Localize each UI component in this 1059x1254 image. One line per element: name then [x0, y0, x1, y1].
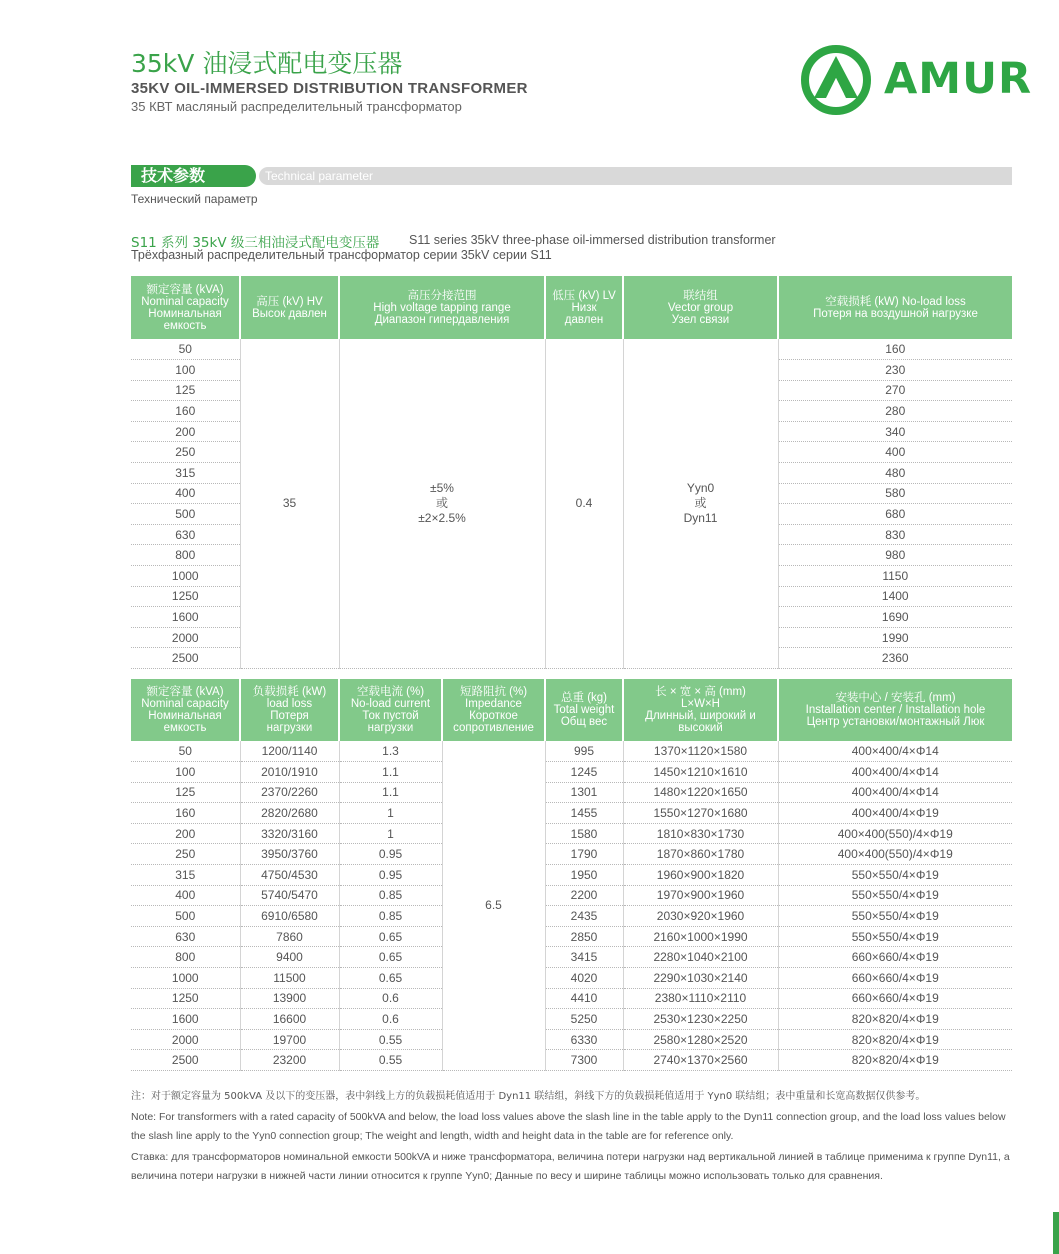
noload-current-cell: 0.95	[339, 865, 442, 886]
table-row	[131, 906, 1012, 927]
column-header	[623, 679, 778, 741]
capacity-cell: 250	[131, 442, 240, 463]
column-header-line: Nominal capacity	[141, 698, 229, 710]
load-loss-cell: 4750/4530	[240, 865, 339, 886]
column-header	[131, 276, 240, 339]
dimensions-cell: 1480×1220×1650	[623, 782, 778, 803]
capacity-cell: 200	[131, 421, 240, 442]
column-header-line: Центр установки/монтажный Люк	[806, 716, 985, 728]
table-row	[131, 1009, 1012, 1030]
installation-cell: 820×820/4×Φ19	[778, 1050, 1012, 1071]
table-row	[131, 885, 1012, 906]
load-loss-cell: 3950/3760	[240, 844, 339, 865]
noload-current-cell: 1.1	[339, 762, 442, 783]
capacity-cell: 315	[131, 865, 240, 886]
title-ru: 35 КВТ масляный распределительный трансформатор	[131, 99, 462, 114]
subtitle-ru: Трёхфазный распределительный трансформатор серии 35kV серии S11	[131, 248, 552, 262]
tapping-line: ±2×2.5%	[418, 511, 466, 525]
vector-group-line: 或	[694, 496, 707, 510]
column-header-line: 额定容量 (kVA)	[146, 686, 224, 698]
dimensions-cell: 1970×900×1960	[623, 885, 778, 906]
dimensions-cell: 2380×1110×2110	[623, 988, 778, 1009]
load-loss-cell: 23200	[240, 1050, 339, 1071]
table-row	[131, 844, 1012, 865]
noload-current-cell: 0.6	[339, 1009, 442, 1030]
noload-loss-cell: 230	[778, 360, 1012, 381]
noload-loss-cell: 2360	[778, 648, 1012, 669]
column-header-line: Длинный, широкий и	[645, 710, 756, 722]
weight-cell: 1245	[545, 762, 623, 783]
installation-cell: 660×660/4×Φ19	[778, 968, 1012, 989]
capacity-cell: 1600	[131, 607, 240, 628]
column-header-line: 长 × 宽 × 高 (mm)	[655, 686, 746, 698]
noload-loss-cell: 830	[778, 524, 1012, 545]
noload-current-cell: 0.85	[339, 885, 442, 906]
dimensions-cell: 2030×920×1960	[623, 906, 778, 927]
installation-cell: 400×400(550)/4×Φ19	[778, 844, 1012, 865]
column-header	[778, 276, 1012, 339]
installation-cell: 820×820/4×Φ19	[778, 1029, 1012, 1050]
dimensions-cell: 2580×1280×2520	[623, 1029, 778, 1050]
column-header-line: Узел связи	[671, 313, 730, 326]
noload-current-cell: 0.55	[339, 1029, 442, 1050]
noload-current-cell: 0.85	[339, 906, 442, 927]
dimensions-cell: 2280×1040×2100	[623, 947, 778, 968]
dimensions-cell: 1960×900×1820	[623, 865, 778, 886]
column-header-line: 负载损耗 (kW)	[252, 686, 327, 698]
weight-cell: 6330	[545, 1029, 623, 1050]
capacity-cell: 400	[131, 483, 240, 504]
amur-logo-icon	[800, 44, 872, 116]
installation-cell: 400×400/4×Φ19	[778, 803, 1012, 824]
column-header-line: 空载电流 (%)	[356, 686, 425, 698]
table-row	[131, 1050, 1012, 1071]
spec-table-2	[131, 679, 1012, 1071]
load-loss-cell: 2010/1910	[240, 762, 339, 783]
capacity-cell: 125	[131, 380, 240, 401]
capacity-cell: 160	[131, 401, 240, 422]
noload-loss-cell: 580	[778, 483, 1012, 504]
weight-cell: 1580	[545, 823, 623, 844]
weight-cell: 4410	[545, 988, 623, 1009]
section-label-en: Technical parameter	[259, 167, 1012, 185]
noload-current-cell: 0.65	[339, 968, 442, 989]
column-header-line: 安装中心 / 安装孔 (mm)	[835, 692, 956, 704]
section-label-cn: 技术参数	[131, 165, 256, 187]
hv-cell: 35	[240, 339, 339, 669]
weight-cell: 2200	[545, 885, 623, 906]
dimensions-cell: 1450×1210×1610	[623, 762, 778, 783]
noload-loss-cell: 680	[778, 504, 1012, 525]
installation-cell: 400×400/4×Φ14	[778, 782, 1012, 803]
column-header-line: Общ вес	[560, 716, 608, 728]
column-header-line: высокий	[678, 722, 723, 734]
dimensions-cell: 1550×1270×1680	[623, 803, 778, 824]
weight-cell: 2435	[545, 906, 623, 927]
column-header-line: Vector group	[667, 301, 734, 314]
capacity-cell: 800	[131, 947, 240, 968]
column-header-line: Высок давлен	[252, 307, 327, 320]
column-header-line: Потеря	[270, 710, 309, 722]
column-header-line: Total weight	[553, 704, 615, 716]
table-row	[131, 968, 1012, 989]
subtitle-en: S11 series 35kV three-phase oil-immersed distribution transformer	[409, 233, 776, 247]
logo-text: AMUR	[884, 54, 1033, 104]
dimensions-cell: 2740×1370×2560	[623, 1050, 778, 1071]
table-row	[131, 926, 1012, 947]
tapping-cell	[339, 339, 545, 669]
table-header-row	[131, 276, 1012, 339]
capacity-cell: 1000	[131, 968, 240, 989]
capacity-cell: 200	[131, 823, 240, 844]
column-header	[442, 679, 545, 741]
column-header-line: емкость	[163, 722, 207, 734]
column-header	[545, 276, 623, 339]
table-row	[131, 339, 1012, 360]
load-loss-cell: 2820/2680	[240, 803, 339, 824]
capacity-cell: 160	[131, 803, 240, 824]
title-cn: 35kV 油浸式配电变压器	[131, 49, 403, 78]
noload-current-cell: 0.65	[339, 947, 442, 968]
capacity-cell: 1250	[131, 586, 240, 607]
column-header-line: Потеря на воздушной нагрузке	[813, 307, 978, 320]
note-en: Note: For transformers with a rated capacity of 500kVA and below, the load loss values above the slash line in the table apply to the Dyn11 connection group, and the load loss values below the slash line apply to the Yyn0 connection group; The weight and length, width and height data in the table are for reference only.	[131, 1111, 1006, 1142]
noload-current-cell: 0.55	[339, 1050, 442, 1071]
noload-current-cell: 0.65	[339, 926, 442, 947]
weight-cell: 2850	[545, 926, 623, 947]
load-loss-cell: 7860	[240, 926, 339, 947]
noload-loss-cell: 160	[778, 339, 1012, 360]
installation-cell: 550×550/4×Φ19	[778, 865, 1012, 886]
note-cn: 注：对于额定容量为 500kVA 及以下的变压器，表中斜线上方的负载损耗值适用于 Dyn11 联结组，斜线下方的负载损耗值适用于 Yyn0 联结组；表中重量和长宽高数据仅供参考。	[131, 1091, 926, 1102]
installation-cell: 660×660/4×Φ19	[778, 947, 1012, 968]
installation-cell: 550×550/4×Φ19	[778, 906, 1012, 927]
capacity-cell: 800	[131, 545, 240, 566]
capacity-cell: 2500	[131, 648, 240, 669]
column-header	[240, 679, 339, 741]
lv-cell: 0.4	[545, 339, 623, 669]
column-header-line: 低压 (kV) LV	[552, 289, 616, 302]
title-en: 35KV OIL-IMMERSED DISTRIBUTION TRANSFORMER	[131, 80, 528, 97]
impedance-cell: 6.5	[442, 741, 545, 1071]
load-loss-cell: 2370/2260	[240, 782, 339, 803]
noload-loss-cell: 1150	[778, 566, 1012, 587]
column-header-line: нагрузки	[266, 722, 313, 734]
capacity-cell: 630	[131, 524, 240, 545]
load-loss-cell: 9400	[240, 947, 339, 968]
subtitle-cn: S11 系列 35kV 级三相油浸式配电变压器	[131, 235, 380, 251]
column-header-line: 额定容量 (kVA)	[146, 283, 224, 296]
column-header-line: 高压 (kV) HV	[256, 295, 323, 308]
column-header-line: нагрузки	[367, 722, 414, 734]
noload-loss-cell: 1400	[778, 586, 1012, 607]
column-header-line: Номинальная	[148, 307, 222, 320]
column-header-line: 联结组	[683, 289, 718, 302]
installation-cell: 660×660/4×Φ19	[778, 988, 1012, 1009]
weight-cell: 1790	[545, 844, 623, 865]
noload-loss-cell: 270	[778, 380, 1012, 401]
installation-cell: 400×400/4×Φ14	[778, 762, 1012, 783]
weight-cell: 1301	[545, 782, 623, 803]
table-row	[131, 741, 1012, 762]
column-header-line: давлен	[564, 313, 604, 326]
table-row	[131, 823, 1012, 844]
noload-loss-cell: 1990	[778, 627, 1012, 648]
capacity-cell: 100	[131, 360, 240, 381]
column-header-line: L×W×H	[681, 698, 720, 710]
column-header	[339, 276, 545, 339]
tapping-line: 或	[435, 496, 448, 510]
noload-loss-cell: 340	[778, 421, 1012, 442]
column-header-line: сопротивление	[453, 722, 534, 734]
weight-cell: 7300	[545, 1050, 623, 1071]
dimensions-cell: 2530×1230×2250	[623, 1009, 778, 1030]
capacity-cell: 100	[131, 762, 240, 783]
load-loss-cell: 11500	[240, 968, 339, 989]
note-ru: Ставка: для трансформаторов номинальной емкости 500kVA и ниже трансформатора, величина потери нагрузки над вертикальной линией в таблице применима к группе Dyn11, а величина потери нагрузки в нижней части линии относится к группе Yyn0; Данные по весу и ширине таблицы можно использовать только для сравнения.	[131, 1151, 1010, 1182]
column-header-line: Номинальная	[148, 710, 222, 722]
load-loss-cell: 1200/1140	[240, 741, 339, 762]
noload-loss-cell: 480	[778, 463, 1012, 484]
notes	[131, 1087, 1016, 1188]
column-header-line: Installation center / Installation hole	[805, 704, 986, 716]
capacity-cell: 630	[131, 926, 240, 947]
column-header	[339, 679, 442, 741]
noload-current-cell: 1	[339, 803, 442, 824]
weight-cell: 1950	[545, 865, 623, 886]
column-header-line: Nominal capacity	[141, 295, 229, 308]
noload-current-cell: 0.95	[339, 844, 442, 865]
noload-loss-cell: 280	[778, 401, 1012, 422]
dimensions-cell: 2160×1000×1990	[623, 926, 778, 947]
table-row	[131, 782, 1012, 803]
column-header-line: 总重 (kg)	[561, 692, 607, 704]
table-row	[131, 803, 1012, 824]
spec-table-1	[131, 276, 1012, 669]
column-header-line: High voltage tapping range	[373, 301, 511, 314]
table-row	[131, 947, 1012, 968]
column-header	[240, 276, 339, 339]
weight-cell: 3415	[545, 947, 623, 968]
vector-group-line: Yyn0	[686, 481, 715, 495]
noload-current-cell: 0.6	[339, 988, 442, 1009]
column-header-line: Ток пустой	[362, 710, 419, 722]
installation-cell: 820×820/4×Φ19	[778, 1009, 1012, 1030]
weight-cell: 995	[545, 741, 623, 762]
capacity-cell: 1600	[131, 1009, 240, 1030]
column-header-line: Короткое	[469, 710, 518, 722]
dimensions-cell: 2290×1030×2140	[623, 968, 778, 989]
noload-current-cell: 1.3	[339, 741, 442, 762]
capacity-cell: 2000	[131, 1029, 240, 1050]
corner-accent	[1053, 1212, 1059, 1254]
installation-cell: 550×550/4×Φ19	[778, 926, 1012, 947]
table-row	[131, 988, 1012, 1009]
noload-loss-cell: 400	[778, 442, 1012, 463]
column-header-line: Диапазон гипердавления	[374, 313, 510, 326]
column-header-line: 短路阻抗 (%)	[459, 686, 528, 698]
column-header-line: 空载损耗 (kW) No-load loss	[825, 295, 966, 308]
weight-cell: 4020	[545, 968, 623, 989]
column-header	[545, 679, 623, 741]
capacity-cell: 2500	[131, 1050, 240, 1071]
table-row	[131, 762, 1012, 783]
brand-logo	[800, 44, 1040, 118]
installation-cell: 550×550/4×Φ19	[778, 885, 1012, 906]
installation-cell: 400×400/4×Φ14	[778, 741, 1012, 762]
tapping-line: ±5%	[430, 481, 454, 495]
table-row	[131, 1029, 1012, 1050]
capacity-cell: 400	[131, 885, 240, 906]
noload-loss-cell: 980	[778, 545, 1012, 566]
dimensions-cell: 1870×860×1780	[623, 844, 778, 865]
load-loss-cell: 3320/3160	[240, 823, 339, 844]
installation-cell: 400×400(550)/4×Φ19	[778, 823, 1012, 844]
column-header-line: 高压分接范围	[407, 289, 477, 302]
column-header	[131, 679, 240, 741]
capacity-cell: 1000	[131, 566, 240, 587]
capacity-cell: 50	[131, 741, 240, 762]
column-header	[623, 276, 778, 339]
capacity-cell: 125	[131, 782, 240, 803]
load-loss-cell: 6910/6580	[240, 906, 339, 927]
capacity-cell: 50	[131, 339, 240, 360]
capacity-cell: 2000	[131, 627, 240, 648]
dimensions-cell: 1370×1120×1580	[623, 741, 778, 762]
capacity-cell: 250	[131, 844, 240, 865]
load-loss-cell: 16600	[240, 1009, 339, 1030]
column-header-line: емкость	[163, 319, 207, 332]
dimensions-cell: 1810×830×1730	[623, 823, 778, 844]
noload-current-cell: 1	[339, 823, 442, 844]
column-header-line: Impedance	[465, 698, 522, 710]
column-header-line: Низк	[571, 301, 597, 314]
noload-loss-cell: 1690	[778, 607, 1012, 628]
column-header-line: load loss	[266, 698, 313, 710]
table-row	[131, 865, 1012, 886]
weight-cell: 1455	[545, 803, 623, 824]
load-loss-cell: 19700	[240, 1029, 339, 1050]
vector-group-cell	[623, 339, 778, 669]
section-label-ru: Технический параметр	[131, 192, 258, 206]
capacity-cell: 500	[131, 906, 240, 927]
vector-group-line: Dyn11	[683, 511, 718, 525]
load-loss-cell: 13900	[240, 988, 339, 1009]
table-header-row	[131, 679, 1012, 741]
column-header-line: No-load current	[350, 698, 431, 710]
capacity-cell: 1250	[131, 988, 240, 1009]
column-header	[778, 679, 1012, 741]
capacity-cell: 500	[131, 504, 240, 525]
noload-current-cell: 1.1	[339, 782, 442, 803]
capacity-cell: 315	[131, 463, 240, 484]
weight-cell: 5250	[545, 1009, 623, 1030]
section-header	[131, 165, 1012, 187]
load-loss-cell: 5740/5470	[240, 885, 339, 906]
